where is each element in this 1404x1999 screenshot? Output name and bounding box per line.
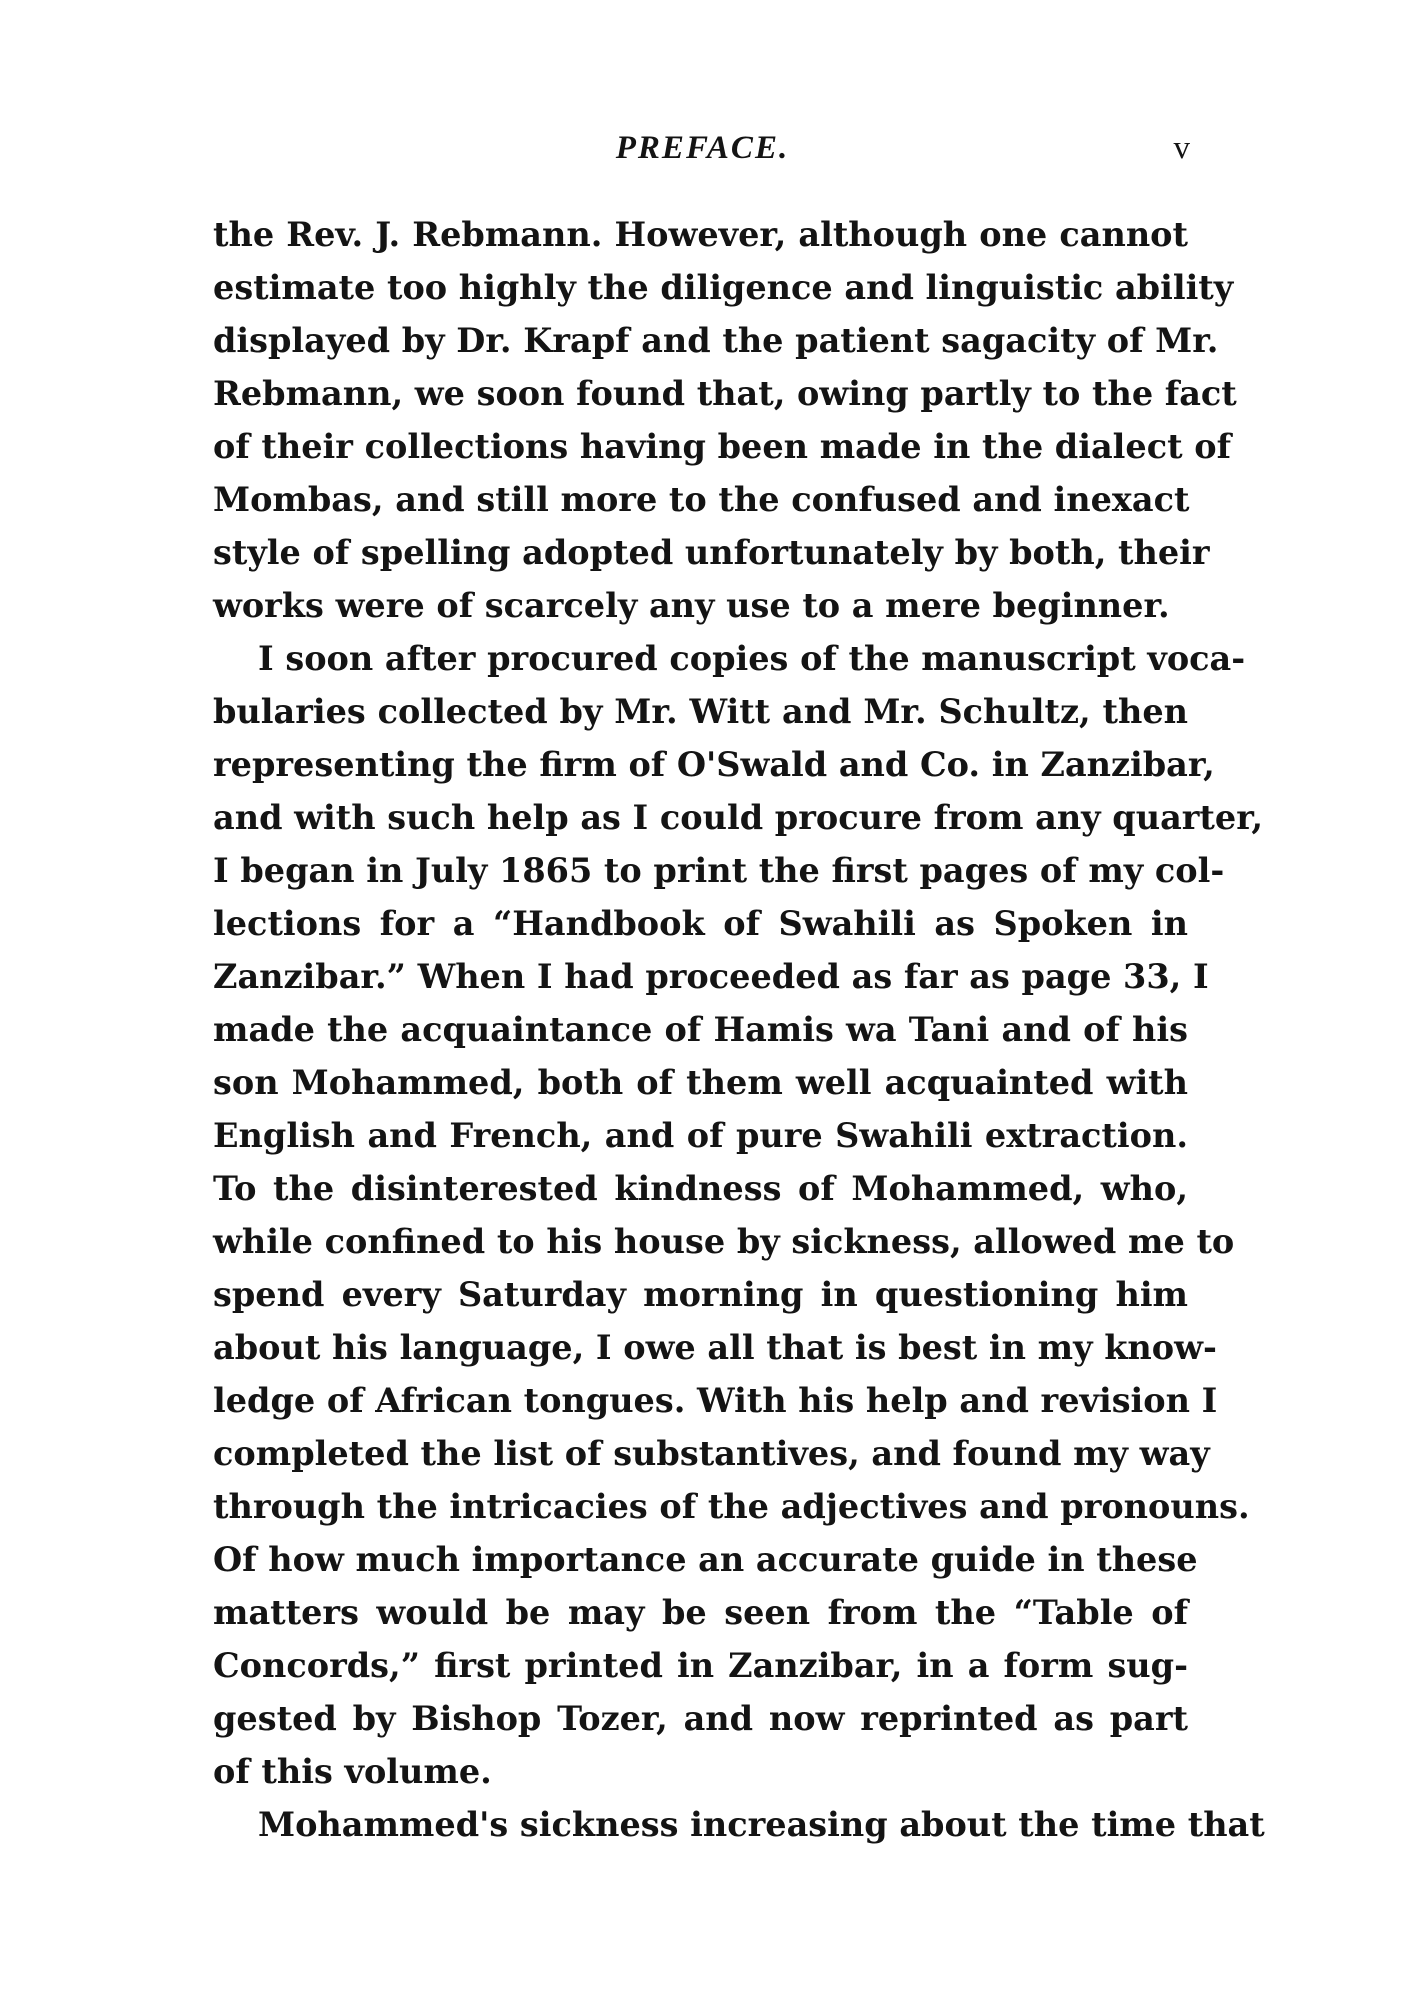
text-line: works were of scarcely any use to a mere beginner. — [213, 586, 1170, 625]
text-line: while confined to his house by sickness, allowed me to — [213, 1222, 1235, 1261]
running-head — [215, 128, 1190, 168]
text-line: estimate too highly the diligence and linguistic ability — [213, 268, 1234, 307]
text-line: lections for a “Handbook of Swahili as Spoken in — [213, 904, 1188, 943]
text-line: Zanzibar.” When I had proceeded as far as page 33, I — [213, 957, 1209, 996]
text-line: ledge of African tongues. With his help and revision I — [213, 1381, 1218, 1420]
text-line: displayed by Dr. Krapf and the patient sagacity of Mr. — [213, 321, 1219, 360]
text-line: Of how much importance an accurate guide in these — [213, 1540, 1198, 1579]
text-line: Rebmann, we soon found that, owing partly to the fact — [213, 374, 1237, 413]
text-line: through the intricacies of the adjectives and pronouns. — [213, 1487, 1250, 1526]
text-line: of this volume. — [213, 1752, 492, 1791]
text-line: bularies collected by Mr. Witt and Mr. Schultz, then — [213, 692, 1188, 731]
running-title: PREFACE. — [615, 130, 790, 166]
text-line: completed the list of substantives, and found my way — [213, 1434, 1210, 1473]
text-line: I soon after procured copies of the manuscript voca- — [258, 639, 1246, 678]
text-line: Mombas, and still more to the confused and inexact — [213, 480, 1190, 519]
text-line: the Rev. J. Rebmann. However, although one cannot — [213, 215, 1188, 254]
text-line: of their collections having been made in the dialect of — [213, 427, 1231, 466]
text-line: English and French, and of pure Swahili extraction. — [213, 1116, 1188, 1155]
text-line: To the disinterested kindness of Mohammed, who, — [213, 1169, 1188, 1208]
text-line: made the acquaintance of Hamis wa Tani and of his — [213, 1010, 1188, 1049]
text-line: matters would be may be seen from the “Table of — [213, 1593, 1188, 1632]
text-line: I began in July 1865 to print the first pages of my col- — [213, 851, 1225, 890]
text-line: about his language, I owe all that is best in my know- — [213, 1328, 1217, 1367]
text-line: spend every Saturday morning in questioning him — [213, 1275, 1188, 1314]
text-line: gested by Bishop Tozer, and now reprinted as part — [213, 1699, 1188, 1738]
text-line: representing the firm of O'Swald and Co. in Zanzibar, — [213, 745, 1215, 784]
text-line: style of spelling adopted unfortunately by both, their — [213, 533, 1210, 572]
text-line: and with such help as I could procure from any quarter, — [213, 798, 1264, 837]
text-line: Concords,” first printed in Zanzibar, in a form sug- — [213, 1646, 1188, 1685]
page-number: v — [1173, 130, 1190, 166]
text-line: son Mohammed, both of them well acquainted with — [213, 1063, 1188, 1102]
body-text — [213, 208, 1265, 1851]
text-line: Mohammed's sickness increasing about the time that — [258, 1805, 1265, 1844]
